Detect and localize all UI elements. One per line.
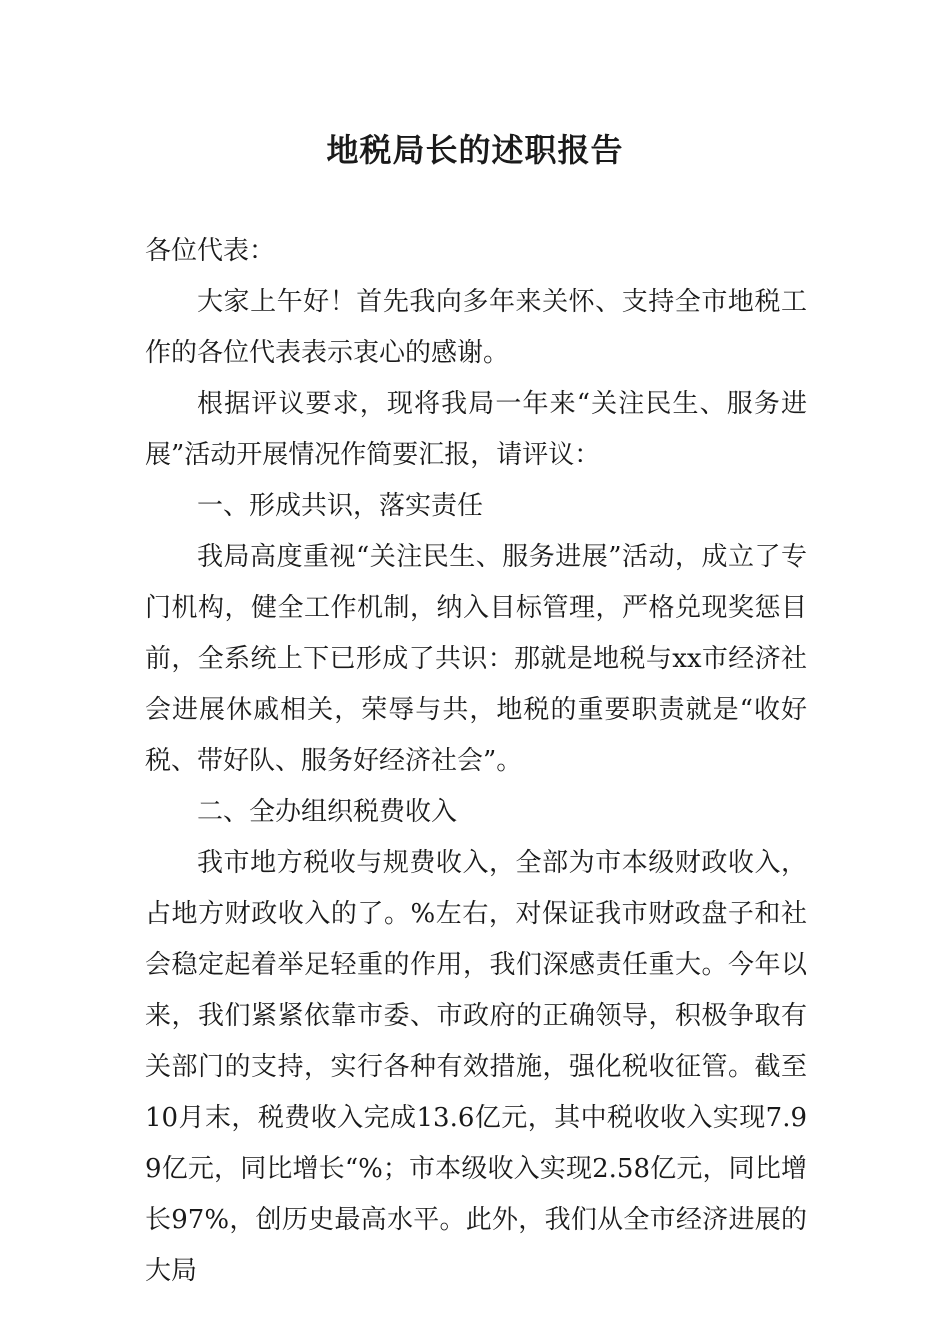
paragraph-section-2: 我市地方税收与规费收入，全部为市本级财政收入，占地方财政收入的了。%左右，对保证我市财政盘子和社会稳定起着举足轻重的作用，我们深感责任重大。今年以来，我们紧紧依靠市委、市政府的正确领导，积极争取有关部门的支持，实行各种有效措施，强化税收征管。截至10月末，税费收入完成13.6亿元，其中税收收入实现7.99亿元，同比增长“%；市本级收入实现2.58亿元，同比增长97%，创历史最高水平。此外，我们从全市经济进展的大局 [145, 848, 807, 1286]
section-heading-2: 二、全办组织税费收入 [197, 797, 458, 827]
paragraph-intro: 根据评议要求，现将我局一年来“关注民生、服务进展”活动开展情况作简要汇报，请评议： [145, 389, 807, 470]
paragraph-greeting: 大家上午好！首先我向多年来关怀、支持全市地税工作的各位代表表示衷心的感谢。 [145, 287, 807, 368]
section-heading-1: 一、形成共识，落实责任 [197, 491, 484, 521]
document-title: 地税局长的述职报告 [326, 131, 624, 169]
paragraph-section-1: 我局高度重视“关注民生、服务进展”活动，成立了专门机构，健全工作机制，纳入目标管理，严格兑现奖惩目前，全系统上下已形成了共识：那就是地税与xx市经济社会进展休戚相关，荣辱与共，地税的重要职责就是“收好税、带好队、服务好经济社会”。 [145, 542, 807, 776]
salutation: 各位代表： [145, 236, 276, 266]
document-body [145, 226, 807, 1297]
